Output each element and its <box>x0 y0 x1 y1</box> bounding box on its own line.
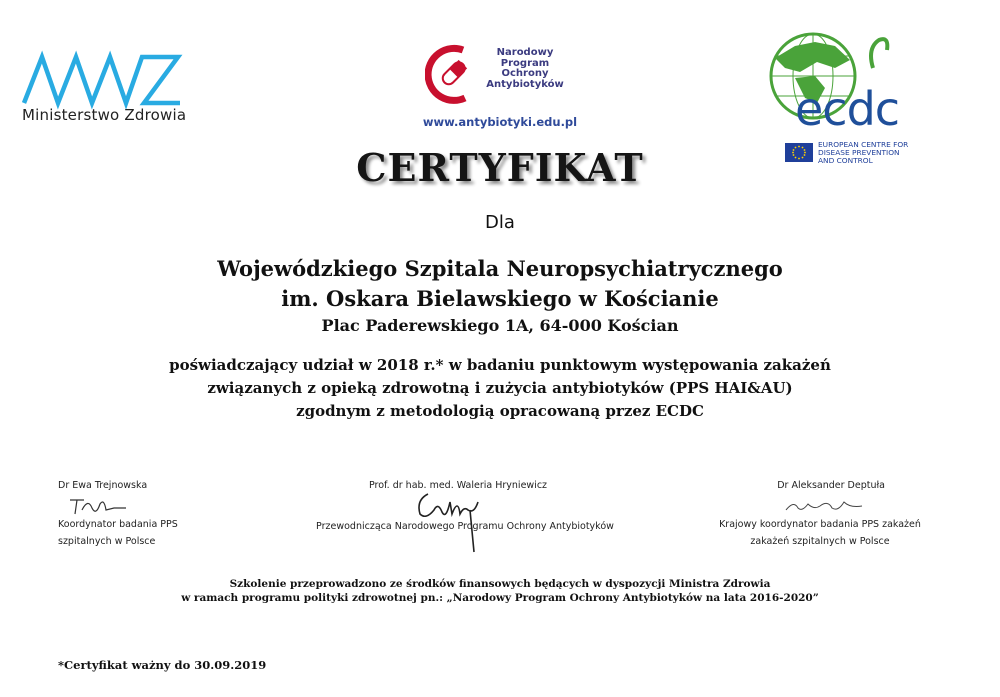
body-text-line2: związanych z opieką zdrowotną i zużycia antybiotyków (PPS HAI&AU) <box>207 379 793 397</box>
signature-scribble-3 <box>784 496 864 516</box>
role-line: Krajowy koordynator badania PPS zakażeń <box>719 519 921 530</box>
role-line: Koordynator badania PPS <box>58 519 178 530</box>
funding-note-line1: Szkolenie przeprowadzono ze środków finansowych będących w dyspozycji Ministra Zdrowia <box>229 578 771 590</box>
signatory-name-1: Dr Ewa Trejnowska <box>58 480 148 491</box>
role-line: szpitalnych w Polsce <box>58 536 156 547</box>
npoa-line: Program <box>500 57 550 69</box>
signatory-role-1 <box>58 516 218 550</box>
recipient-name-line2: im. Oskara Bielawskiego w Kościanie <box>281 286 719 311</box>
npoa-line: Ochrony <box>501 68 549 79</box>
validity-note: *Certyfikat ważny do 30.09.2019 <box>58 658 267 672</box>
signatory-name-3: Dr Aleksander Deptuła <box>777 480 885 491</box>
role-line: zakażeń szpitalnych w Polsce <box>750 536 890 547</box>
npoa-line: Narodowy <box>496 47 554 58</box>
for-label: Dla <box>485 212 515 233</box>
signatory-role-2: Przewodnicząca Narodowego Programu Ochrony Antybiotyków <box>316 521 614 532</box>
ecdc-wordmark: ecdc <box>795 82 900 136</box>
npoa-url: www.antybiotyki.edu.pl <box>422 115 578 129</box>
ecdc-sub-line: AND CONTROL <box>818 156 873 165</box>
signature-scribble-1 <box>66 494 136 518</box>
npoa-name <box>470 48 580 90</box>
certificate-title: CERTYFIKAT <box>356 145 644 190</box>
ministry-name: Ministerstwo Zdrowia <box>22 106 187 124</box>
recipient-address: Plac Paderewskiego 1A, 64-000 Kościan <box>321 316 679 335</box>
ecdc-sub-line: EUROPEAN CENTRE FOR <box>818 140 909 149</box>
body-text-line1: poświadczający udział w 2018 r.* w badaniu punktowym występowania zakażeń <box>169 356 831 374</box>
funding-note-line2: w ramach programu polityki zdrowotnej pn.: „Narodowy Program Ochrony Antybiotyków na lata 2016-2020” <box>181 592 819 604</box>
recipient-name-line1: Wojewódzkiego Szpitala Neuropsychiatrycznego <box>217 256 783 281</box>
ecdc-sub-line: DISEASE PREVENTION <box>818 148 900 157</box>
signatory-role-3 <box>700 516 940 550</box>
body-text-line3: zgodnym z metodologią opracowaną przez ECDC <box>296 402 704 420</box>
signatory-name-2: Prof. dr hab. med. Waleria Hryniewicz <box>368 480 548 491</box>
npoa-line: Antybiotyków <box>486 78 564 90</box>
